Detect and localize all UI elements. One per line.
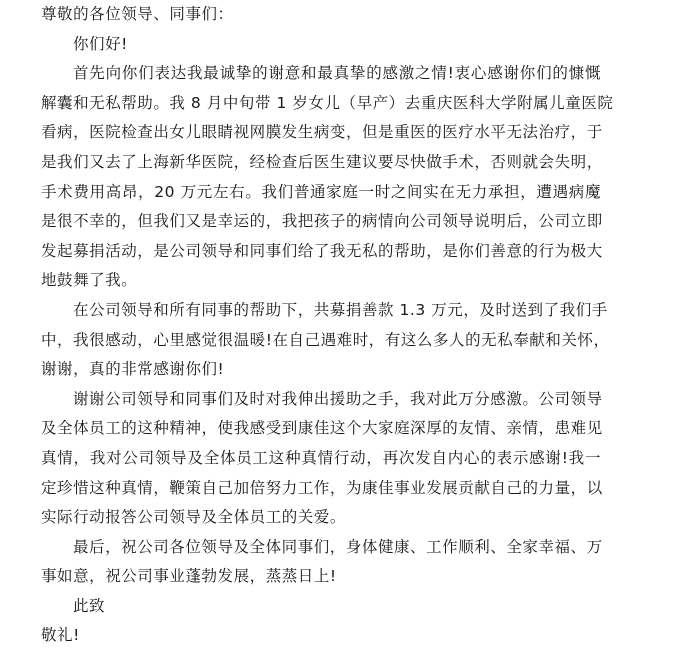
greeting: 你们好! — [73, 34, 128, 53]
text-line: 实际行动报答公司领导及全体员工的关爱。 — [41, 508, 346, 527]
text-line: 定珍惜这种真情，鞭策自己加倍努力工作，为康佳事业发展贡献自己的力量，以 — [41, 478, 603, 497]
text-line: 地鼓舞了我。 — [41, 271, 138, 290]
text-line: 在公司领导和所有同事的帮助下，共募捐善款 1.3 万元，及时送到了我们手 — [73, 300, 608, 319]
paragraph-thanks — [41, 59, 614, 296]
text-line: 手术费用高昂，20 万元左右。我们普通家庭一时之间实在无力承担，遭遇病魔 — [41, 182, 601, 201]
text-line: 最后，祝公司各位领导及全体同事们，身体健康、工作顺利、全家幸福、万 — [73, 537, 603, 556]
paragraph-gratitude — [41, 385, 601, 533]
closing-salute: 敬礼! — [41, 626, 80, 645]
salutation: 尊敬的各位领导、同事们： — [41, 5, 234, 23]
paragraph-wishes — [41, 533, 601, 592]
text-line: 谢谢，真的非常感谢你们! — [41, 360, 225, 379]
text-line: 事如意，祝公司事业蓬勃发展，蒸蒸日上! — [41, 567, 337, 586]
closing-respect: 此致 — [73, 596, 106, 615]
letter-document — [41, 0, 614, 651]
text-line: 发起募捐活动，是公司领导和同事们给了我无私的帮助，是你们善意的行为极大 — [41, 241, 603, 260]
text-line: 看病，医院检查出女儿眼睛视网膜发生病变，但是重医的医疗水平无法治疗，于 — [41, 123, 603, 142]
text-line: 首先向你们表达我最诚挚的谢意和最真挚的感激之情!衷心感谢你们的慷慨 — [73, 64, 601, 83]
text-line: 及全体员工的这种精神，使我感受到康佳这个大家庭深厚的友情、亲情，患难见 — [41, 419, 603, 438]
text-line: 谢谢公司领导和同事们及时对我伸出援助之手，我对此万分感激。公司领导 — [73, 389, 603, 408]
text-line: 解囊和无私帮助。我 8 月中旬带 1 岁女儿（早产）去重庆医科大学附属儿童医院 — [41, 93, 614, 112]
text-line: 中，我很感动，心里感觉很温暖!在自己遇难时，有这么多人的无私奉献和关怀， — [41, 330, 610, 349]
text-line: 真情，我对公司领导及全体员工这种真情行动，再次发自内心的表示感谢!我一 — [41, 448, 601, 467]
text-line: 是我们又去了上海新华医院，经检查后医生建议要尽快做手术，否则就会失明， — [41, 152, 603, 171]
text-line: 是很不幸的，但我们又是幸运的，我把孩子的病情向公司领导说明后，公司立即 — [41, 212, 603, 231]
paragraph-donation — [41, 296, 610, 385]
